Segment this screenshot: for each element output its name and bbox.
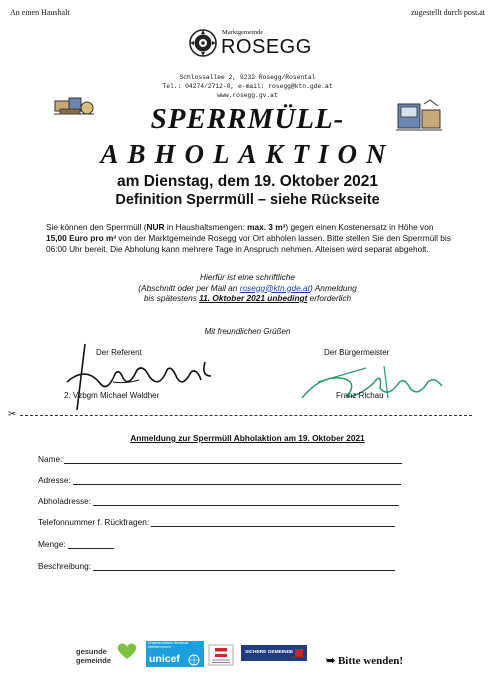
scissors-icon: ✂ [8,409,17,420]
info-text-part: in Haushaltsmengen: [164,222,248,232]
address-contact: Tel.: 04274/2712-0, e-mail: rosegg@ktn.gde.at [162,83,333,90]
event-date: am Dienstag, dem 19. Oktober 2021 [116,173,379,190]
info-price: 15,00 Euro pro m³ [46,232,117,243]
mayor-title: Der Bürgermeister [324,348,390,357]
registration-line2 [0,283,495,294]
info-max-volume: max. 3 m³ [247,222,286,232]
registration-text-part: erforderlich [307,293,352,303]
title-line2: ABHOLAKTION [100,139,395,169]
description-input-line[interactable] [93,561,395,571]
info-text-part: ) gegen einen Kostenersatz in Höhe von [285,222,434,232]
logo-big-text: ROSEGG [221,36,312,58]
cut-line [20,415,472,416]
registration-text-part: bis spätestens [143,293,200,303]
gesunde-text-line1: gesunde [76,647,107,656]
referent-title: Der Referent [96,348,142,357]
unicef-text: unicef [149,653,180,665]
field-label: Telefonnummer f. Rückfragen: [38,517,150,527]
title-line1: SPERRMÜLL- [150,103,345,135]
municipal-award-logo [208,644,234,666]
address-street: Schlossallee 2, 9232 Rosegg/Rosental [179,74,316,81]
sichere-gemeinde-logo [241,645,307,661]
address-website: www.rosegg.gv.at [217,92,278,99]
field-address [38,475,401,485]
unicef-globe-icon [188,654,200,666]
unicef-small-text: Kinderfreundliche Gemeinde zertifiziert durch [148,641,189,649]
referent-name: 2. Vzbgm Michael Waldher [64,391,160,400]
registration-note [0,272,495,304]
distribution-note: An einen Haushalt [10,8,70,17]
unicef-logo [146,641,204,667]
registration-line3 [0,293,495,304]
name-input-line[interactable] [64,454,402,464]
email-link[interactable]: rosegg@ktn.gde.at [239,282,310,293]
field-label: Beschreibung: [38,561,92,571]
field-pickup-address [38,496,399,506]
registration-line1: Hierfür ist eine schriftliche [200,272,295,282]
gesunde-text-line2: gemeinde [76,655,112,665]
shield-icon [295,649,303,657]
delivery-note: zugestellt durch post.at [411,8,485,17]
registration-text-part: (Abschnitt oder per Mail an [138,282,240,293]
field-label: Adresse: [38,475,71,485]
logo-small-text: Marktgemeinde [222,29,264,36]
registration-text-part: ) Anmeldung [309,282,357,293]
rose-emblem-icon [188,28,218,58]
pickup-address-input-line[interactable] [93,496,399,506]
form-title: Anmeldung zur Sperrmüll Abholaktion am 19. Oktober 2021 [130,433,365,443]
quantity-input-line[interactable] [68,539,114,549]
info-text-part: Sie können den Sperrmüll ( [46,222,147,232]
field-description [38,561,395,571]
field-label: Menge: [38,539,66,549]
turn-over-note: ➥ Bitte wenden! [326,655,404,667]
field-label: Name: [38,454,63,464]
mayor-name: Franz Richau [336,391,384,400]
sichere-text: SICHERE GEMEINDE [245,649,294,655]
info-text-part: von der Marktgemeinde Rosegg vor Ort abholen lassen. Bitte stellen Sie den Sperrmüll bis 06:00 Uhr bereit. Die Abholung kann mehrere Tage in Anspruch nehmen. Alteisen wird separat abgeholt. [46,232,451,254]
info-paragraph [46,222,456,254]
address-input-line[interactable] [73,475,401,485]
field-name [38,454,402,464]
info-nur: NUR [146,222,165,232]
definition-note: Definition Sperrmüll – siehe Rückseite [115,192,380,208]
field-phone [38,517,395,527]
gesunde-gemeinde-logo [76,642,140,668]
field-label: Abholadresse: [38,496,92,506]
registration-deadline: 11. Oktober 2021 unbedingt [199,293,308,303]
phone-input-line[interactable] [151,517,395,527]
field-quantity [38,539,114,549]
greeting: Mit freundlichen Grüßen [204,327,291,336]
heart-icon [116,642,138,660]
municipality-logo [188,26,318,60]
